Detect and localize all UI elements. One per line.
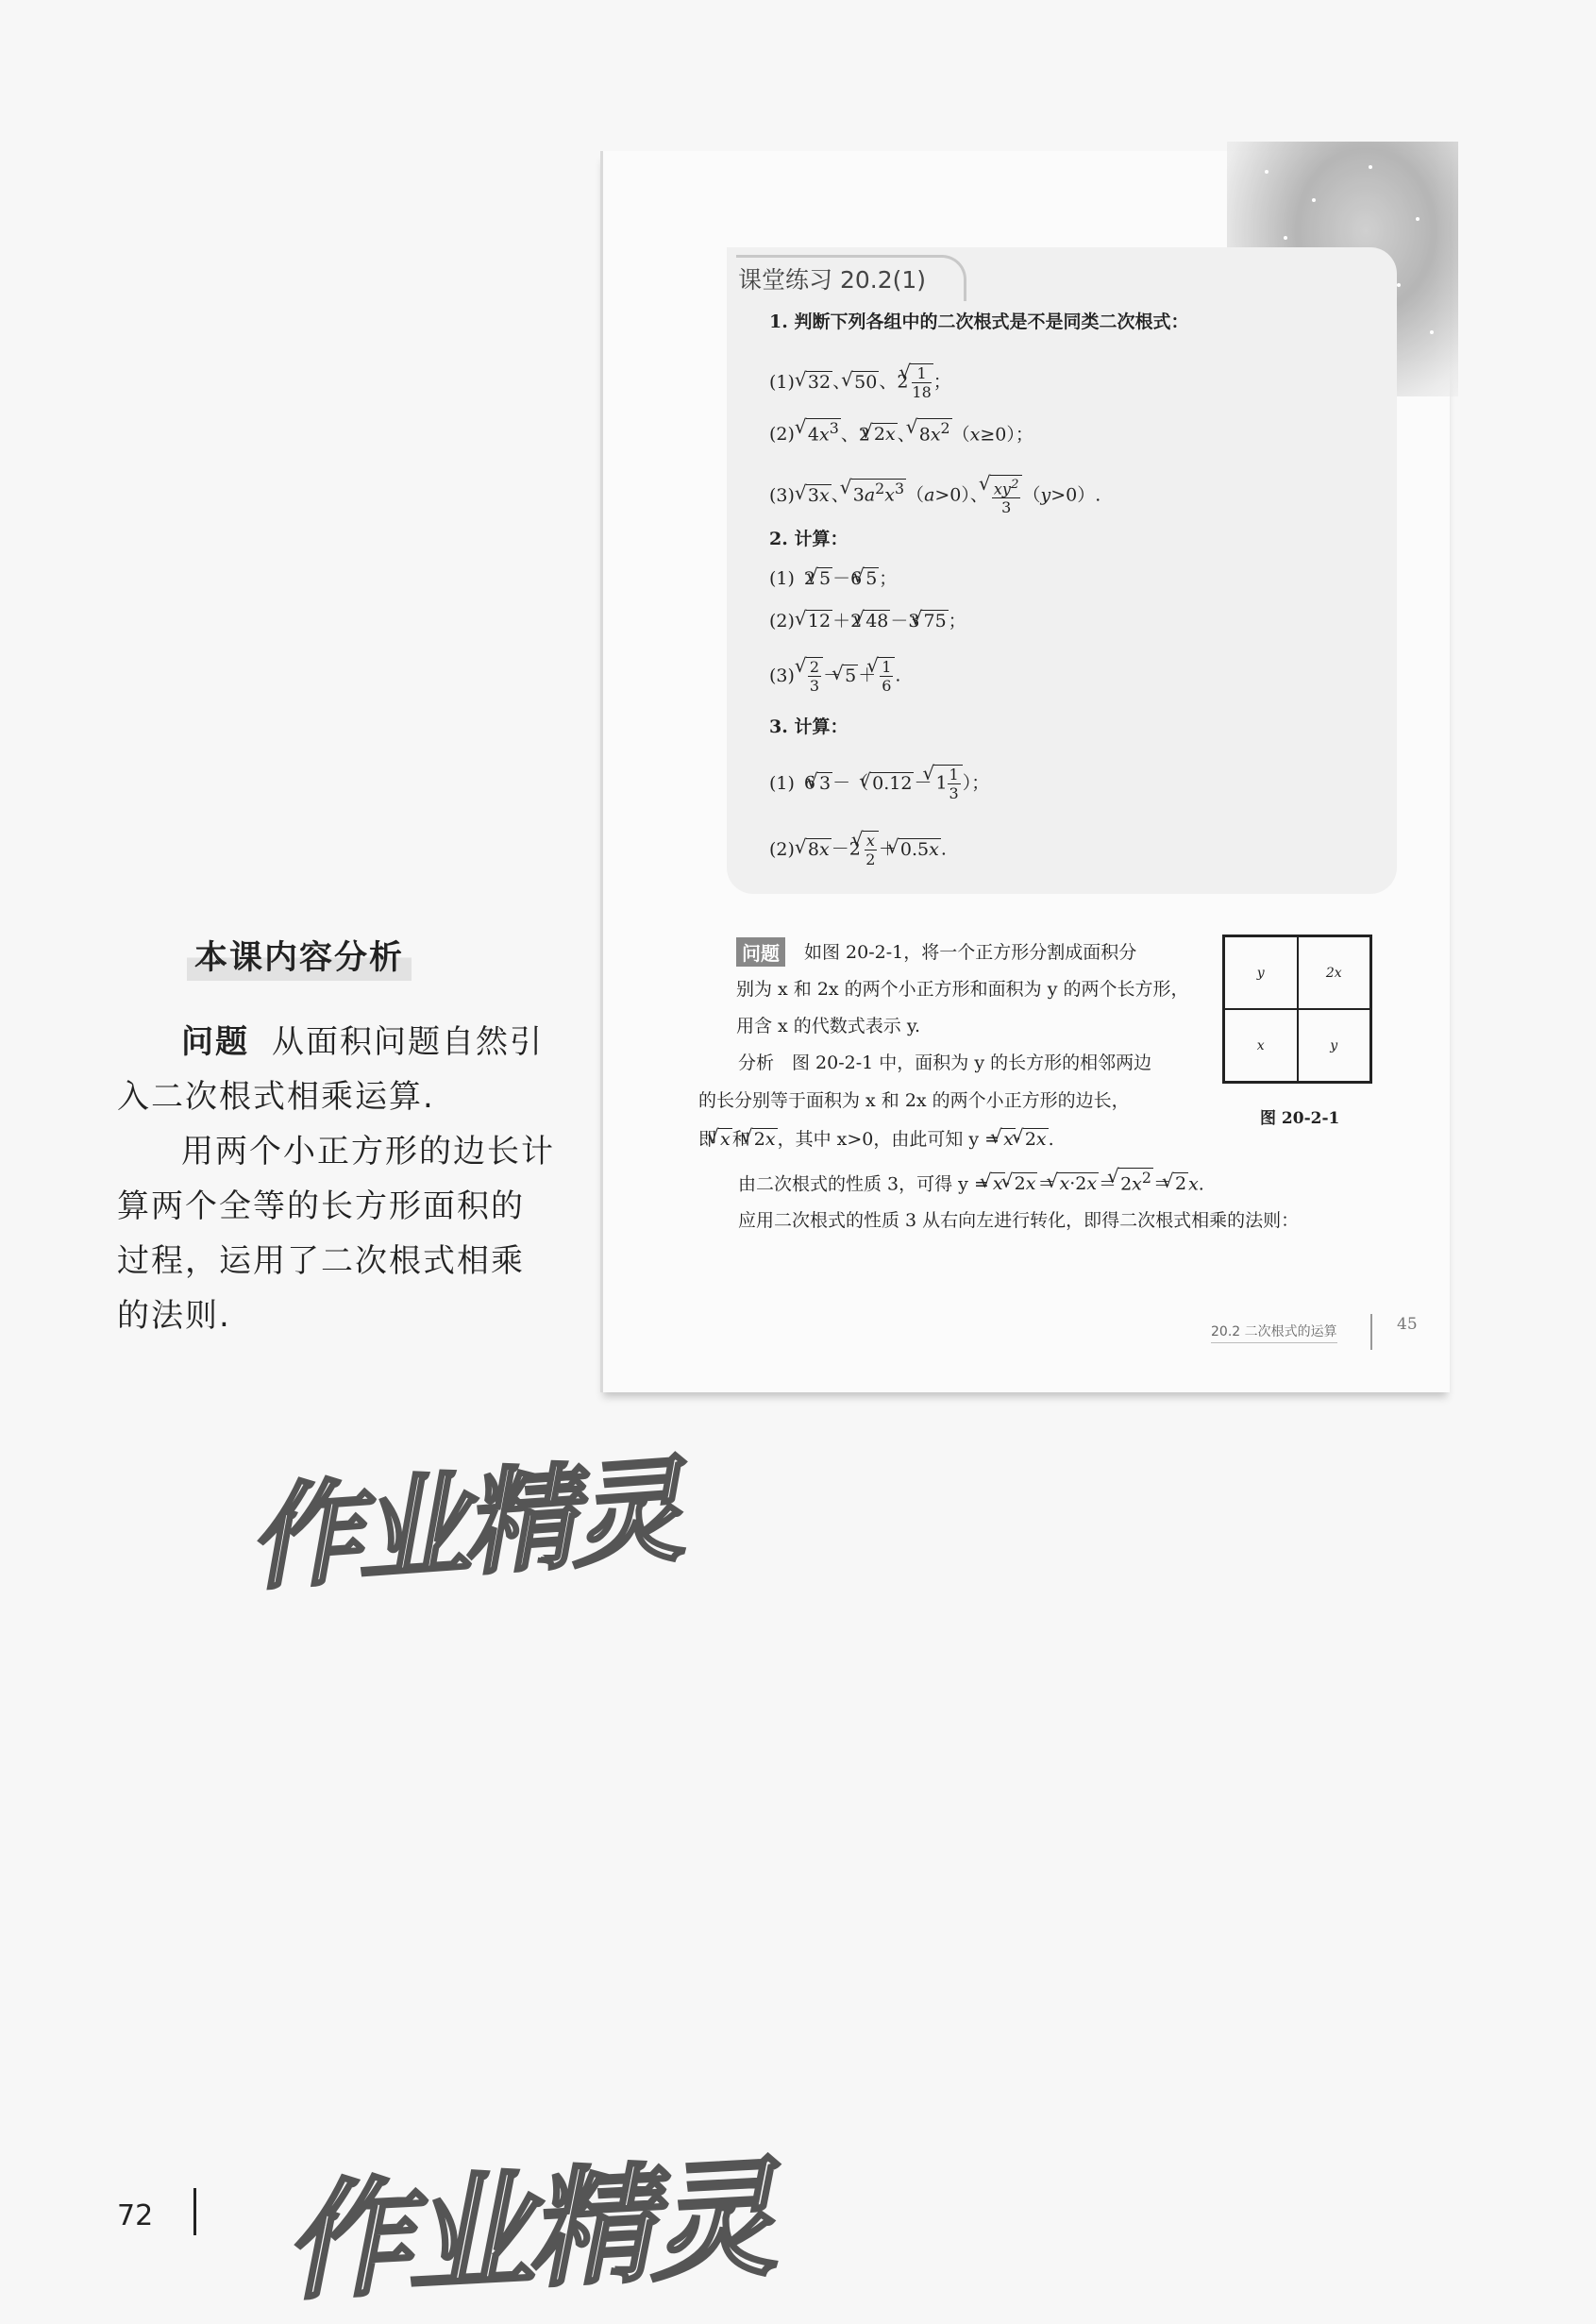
section-footer: 20.2 二次根式的运算 [1211,1322,1337,1343]
rule-intro-line: 应用二次根式的性质 3 从右向左进行转化，即得二次根式相乘的法则： [738,1210,1300,1231]
analysis-paragraph-1 [117,1015,556,1124]
analysis-text [117,1015,556,1343]
analysis-line-1: 分析 图 20-2-1 中，面积为 y 的长方形的相邻两边 [738,1053,1152,1073]
exercise-q2-3: (3) √ $\frac{2}{3}$ －√ 5 ＋ √ $\frac{1}{6}$ . [769,657,900,695]
line-c-part-1: 即 [698,1129,717,1150]
watermark: 作业精灵 [244,1445,683,1607]
footer-divider [1370,1314,1372,1350]
line-c-part-3: ，其中 x>0，由此可知 y = [777,1129,1000,1150]
figure-cell-bottom-left: x [1224,1009,1298,1082]
line-c-part-4: · [1015,1129,1021,1150]
exercise-q1-2: (2)√ $4x^3$ 、2√ 2x 、√ $8x^2$ （x≥0）； [769,418,1033,446]
figure-cell-top-left: y [1224,936,1298,1009]
figure-cell-top-right: 2x [1298,936,1371,1009]
analysis-line-3: 即√ x 和√ 2x ，其中 x>0，由此可知 y =√ x ·√ 2x . [698,1125,1054,1151]
exercise-q1-heading: 1. 判断下列各组中的二次根式是不是同类二次根式： [769,312,1189,332]
problem-description: 从面积问题自然引入二次根式相乘运算. [117,1023,544,1116]
exercise-q2-heading: 2. 计算： [769,529,848,549]
deduction-line: 由二次根式的性质 3，可得 y =√ x ·√ 2x ＝√ x·2x ＝√ $2x^2$ ＝√ 2 x. [738,1168,1204,1195]
problem-line-3: 用含 x 的代数式表示 y. [736,1016,921,1036]
exercise-q3-1: (1) 6√ 3 －（√ 0.12 －√ 1 $\frac{1}{3}$ ）； [769,765,989,802]
page-number-divider [193,2188,196,2235]
problem-label: 问题 [181,1023,249,1061]
problem-line-2: 别为 x 和 2x 的两个小正方形和面积为 y 的两个长方形， [736,979,1189,1000]
exercise-title: 课堂练习 20.2(1) [736,255,966,301]
page-number: 72 [117,2199,154,2232]
problem-line-1: 如图 20-2-1，将一个正方形分割成面积分 [804,942,1137,963]
line-c-part-2: 和 [731,1129,750,1150]
embedded-page-number: 45 [1397,1315,1418,1334]
problem-badge: 问题 [736,937,785,967]
exercise-q3-2: (2)√ 8x －2 √ $\frac{x}{2}$ ＋√ 0.5x . [769,831,947,868]
exercise-q1-3: (3)√ 3x 、√ $3a^2x^3$ （a>0）、 √ $\frac{xy^2}{3}$ （y>0）. [769,475,1100,516]
deduction-prefix: 由二次根式的性质 3，可得 y = [738,1173,989,1195]
exercise-q2-2: (2)√ 12 ＋2√ 48 －3√ 75 ； [769,607,966,632]
figure-cell-bottom-right: y [1298,1009,1371,1082]
exercise-q2-1: (1) 2√ 5 －6√ 5 ； [769,564,897,590]
figure-20-2-1 [1222,935,1372,1084]
analysis-paragraph-2: 用两个小正方形的边长计算两个全等的长方形面积的过程，运用了二次根式相乘的法则. [117,1133,555,1335]
figure-caption: 图 20-2-1 [1260,1109,1340,1128]
exercise-q1-1: (1)√ 32 、√ 50 、2 √ $\frac{1}{18}$ ； [769,363,951,401]
watermark-bottom: 作业精灵 [279,2144,775,2318]
analysis-title: 本课内容分析 [187,930,412,981]
analysis-line-2: 的长分别等于面积为 x 和 2x 的两个小正方形的边长， [698,1090,1130,1111]
exercise-q3-heading: 3. 计算： [769,716,848,737]
